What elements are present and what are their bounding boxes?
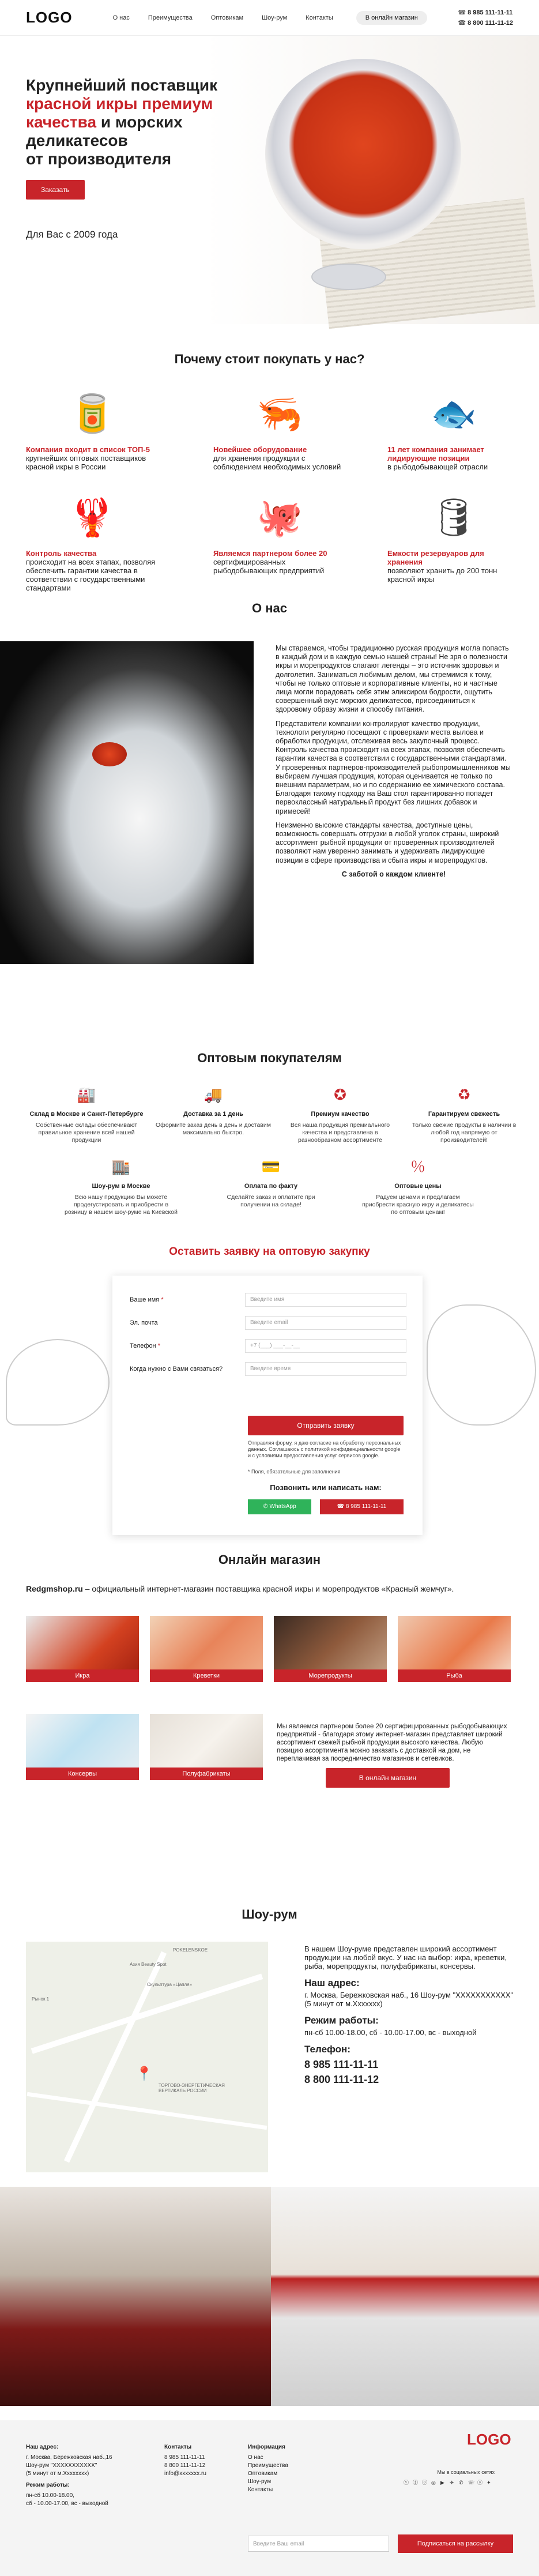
category-tile-shrimp[interactable]: Креветки <box>150 1616 263 1682</box>
nav-showroom[interactable]: Шоу-рум <box>262 14 288 21</box>
nav-contacts[interactable]: Контакты <box>306 14 333 21</box>
social-title: Мы в социальных сетях <box>437 2469 495 2475</box>
social-links <box>402 2469 495 2486</box>
footer-link[interactable]: О нас <box>248 2454 263 2461</box>
spoon-image <box>311 264 386 290</box>
fish-icon: 🐟 <box>431 392 477 434</box>
octopus-icon: 🐙 <box>257 496 303 538</box>
map[interactable] <box>26 1942 268 2172</box>
premium-icon: ✪ <box>334 1086 346 1103</box>
wholesale-section <box>0 1033 539 1235</box>
map-label: ТОРГОВО-ЭНЕРГЕТИЧЕСКАЯ ВЕРТИКАЛЬ РОССИИ <box>159 2083 225 2093</box>
footer-email[interactable]: info@xxxxxxx.ru <box>164 2470 206 2477</box>
email-row <box>130 1316 406 1330</box>
why-section <box>0 324 539 592</box>
shop-title: Онлайн магазин <box>218 1552 321 1567</box>
form-title: Оставить заявку на оптовую закупку <box>169 1246 370 1258</box>
online-shop-section <box>0 1541 539 1898</box>
whatsapp-icon: ✆ <box>263 1503 270 1510</box>
phone-button[interactable]: ☎ 8 985 111-11-11 <box>320 1499 404 1514</box>
caviar-bowl-image <box>265 59 461 249</box>
about-text <box>276 644 512 879</box>
since-text: Для Вас с 2009 года <box>26 229 118 240</box>
hero-title: Крупнейший поставщик красной икры премиум качества и морских деликатесов от производителя <box>26 76 218 168</box>
hero <box>0 36 539 324</box>
nav-advantages[interactable]: Преимущества <box>148 14 193 21</box>
showroom-photos <box>0 2181 539 2412</box>
wholesale-item: ✪ Премиум качество Вся наша продукция премиального качества и представлена в разнообразном ассортименте <box>282 1091 398 1144</box>
phone-label: Телефон * <box>130 1342 160 1349</box>
caviar-image <box>92 742 127 766</box>
about-paragraph: Представители компании контролируют качество продукции, технологи регулярно посещают с проверками места вылова и обработки продукции, отслеживая весь закупочный процесс. Контроль качества происходит на всех этапах, позволяя обеспечить гарантии качества в соответствии с государственными стандартами. У проверенных партнеров-производителей рыбопромышленников мы выбираем лучшая продукция, которая оценивается не только по внешним параметрам, но и по содержанию ее химического состава. Благодаря такому подходу на Ваш стол гарантированно попадет первоклассный натуральный продукт без лишних добавок и примесей! <box>276 719 511 815</box>
nav-about[interactable]: О нас <box>112 14 130 21</box>
lobster-icon: 🦞 <box>69 496 115 538</box>
footer-logo[interactable]: LOGO <box>467 2431 511 2448</box>
about-paragraph: Неизменно высокие стандарты качества, доступные цены, возможность совершать отгрузки в любой уголок страны, широкий ассортимент рыбной продукции от проверенных производителей позволяют нам уверенно занимать и удерживать лидирующие позиции в сфере производства и сбыта икры и морепродуктов. <box>276 821 499 864</box>
shop-description: Мы являемся партнером более 20 сертифицированных рыбодобывающих предприятий - благодаря этому интернет-магазин представляет широкий ассортимент свежей рыбной продукции высокого качества. Любую позицию ассортимента можно заказать с доставкой на дом, не переплачивая за посредничество магазинов и сетевиков. <box>277 1723 507 1762</box>
category-tile-seafood[interactable]: Морепродукты <box>274 1616 387 1682</box>
caviar-jar-icon: 🥫 <box>69 392 115 434</box>
wholesale-item: 🏭 Склад в Москве и Санкт-Петербурге Собственные склады обеспечивают правильное хранение всей нашей продукции <box>29 1086 144 1144</box>
address-text: г. Москва, Бережковская наб., 16 Шоу-рум "XXXXXXXXXXX" (5 минут от м.Ххххххх) <box>304 1991 514 2008</box>
oyster-glass-image <box>0 641 254 964</box>
main-nav <box>113 14 333 21</box>
payment-icon: 💳 <box>261 1158 281 1175</box>
shop-button[interactable]: В онлайн магазин <box>326 1768 450 1788</box>
why-item: 🦞 Контроль качества происходит на всех этапах, позволяя обеспечить гарантии качества в соответствии с государственными стандартами <box>26 486 159 592</box>
why-item: 🐙 Являемся партнером более 20 сертифицированных рыбодобывающих предприятий <box>213 486 346 575</box>
category-tile-canned[interactable]: Консервы <box>26 1714 139 1780</box>
whatsapp-icon[interactable]: ✆ <box>459 2480 463 2485</box>
footer-link[interactable]: Контакты <box>248 2487 273 2493</box>
map-label: Рынок 1 <box>32 1996 50 2002</box>
facebook-icon[interactable]: ⓕ <box>413 2480 419 2485</box>
map-label: Скульптура «Цапля» <box>147 1982 192 1987</box>
wholesale-item: 🏬 Шоу-рум в Москве Всю нашу продукцию Вы можете продегустировать и приобрести в розницу в нашем шоу-руме на Киевской <box>63 1163 179 1216</box>
showroom-section <box>0 1898 539 2181</box>
subscribe-button[interactable]: Подписаться на рассылку <box>398 2534 513 2553</box>
footer-link[interactable]: Шоу-рум <box>248 2479 272 2485</box>
header-phone-1[interactable]: ☎ 8 985 111-11-11 <box>458 7 513 18</box>
shrimp-illustration <box>427 1304 536 1426</box>
footer-phone-2[interactable]: 8 800 111-11-12 <box>164 2462 206 2469</box>
shop-intro: Redgmshop.ru – официальный интернет-магазин поставщика красной икры и морепродуктов «Красный жемчуг». <box>26 1584 454 1593</box>
required-note: * Поля, обязательные для заполнения <box>248 1469 341 1475</box>
why-item: 🦐 Новейшее оборудование для хранения продукции с соблюдением необходимых условий <box>213 382 346 471</box>
wholesale-title: Оптовым покупателям <box>197 1051 342 1065</box>
footer-contacts: Контакты 8 985 111-11-11 8 800 111-11-12 info@xxxxxxx.ru <box>164 2444 206 2477</box>
send-button[interactable]: Отправить заявку <box>248 1416 404 1435</box>
skype-icon[interactable]: ⓢ <box>477 2480 483 2485</box>
time-label: Когда нужно с Вами связаться? <box>130 1366 223 1372</box>
phone-row <box>130 1339 406 1353</box>
name-input[interactable]: Введите имя <box>245 1293 406 1307</box>
viber-icon[interactable]: ☏ <box>468 2480 475 2485</box>
showroom-entrance-photo <box>0 2187 271 2406</box>
category-tile-semi-finished[interactable]: Полуфабрикаты <box>150 1714 263 1780</box>
shop-site-link[interactable]: Redgmshop.ru <box>26 1584 83 1593</box>
telegram-icon[interactable]: ✈ <box>450 2480 454 2485</box>
showroom-text: В нашем Шоу-руме представлен широкий ассортимент продукции на любой вкус. У нас на выбор: икра, креветки, рыба, морепродукты, полуфабрикаты, консервы. <box>304 1945 507 1970</box>
footer <box>0 2420 539 2576</box>
phone-icon: ☎ <box>337 1503 346 1510</box>
price-icon: ％ <box>410 1158 425 1175</box>
email-label: Эл. почта <box>130 1319 158 1326</box>
footer-link[interactable]: Оптовикам <box>248 2470 278 2477</box>
footer-address: Наш адрес: г. Москва, Бережковская наб.,16 Шоу-рум "XXXXXXXXXXX" (5 минут от м.Хххххххх) Режим работы: пн-сб 10.00-18.00, сб - 10.00-17.00, вс - выходной <box>26 2444 112 2507</box>
footer-link[interactable]: Преимущества <box>248 2462 288 2469</box>
wholesale-form-section <box>0 1235 539 1541</box>
name-row <box>130 1293 406 1307</box>
header-phones <box>458 7 513 28</box>
consent-text: Отправляя форму, я даю согласие на обработку персональных данных. Соглашаюсь с политикой конфиденциальности google и с условиями предоставления услуг сервисов google. <box>248 1440 401 1458</box>
about-section <box>0 589 539 1033</box>
map-label: Азия Beauty Spot <box>130 1962 167 1967</box>
mode-text: пн-сб 10.00-18.00, сб - 10.00-17.00, вс - выходной <box>304 2028 477 2037</box>
vk-icon[interactable]: ⓥ <box>404 2480 409 2485</box>
footer-phone-1[interactable]: 8 985 111-11-11 <box>164 2454 205 2461</box>
footer-info: Информация О нас Преимущества Оптовикам Шоу-рум Контакты <box>248 2444 288 2493</box>
address-title: Наш адрес: <box>304 1977 360 1988</box>
youtube-icon[interactable]: ▶ <box>440 2480 444 2485</box>
wholesale-item: ♻ Гарантируем свежесть Только свежие продукты в наличии в любой год напрямую от производителей! <box>406 1091 522 1144</box>
time-input[interactable]: Введите время <box>245 1362 406 1376</box>
warehouse-icon: 🏭 <box>77 1086 96 1103</box>
showroom-info <box>304 1945 518 2087</box>
about-paragraph: Мы стараемся, чтобы традиционно русская продукция могла попасть в каждый дом и в каждую семью нашей страны! Не зря о полезности икры и морепродуктов слагают легенды – это источник здоровья и долголетия. Заниматься любимым делом, мы стремимся к тому, чтобы не только оптовые и корпоративные клиенты, но и частные лица могли порадовать себя этим эликсиром бодрости, ощутить совершенный вкус морских деликатесов, присоединиться к здоровому образу жизни и способу питания. <box>276 644 509 714</box>
email-input[interactable]: Введите email <box>245 1316 406 1330</box>
about-title: О нас <box>252 601 287 615</box>
wholesale-item: 💳 Оплата по факту Сделайте заказ и оплатите при получении на складе! <box>213 1163 329 1209</box>
showroom-title: Шоу-рум <box>242 1907 297 1921</box>
showroom-phone-2[interactable]: 8 800 111-11-12 <box>304 2074 379 2085</box>
nav-wholesale[interactable]: Оптовикам <box>210 14 244 21</box>
showroom-interior-photo <box>271 2187 539 2406</box>
wholesale-item: 🚚 Доставка за 1 день Оформите заказ день в день и доставим максимально быстро. <box>156 1086 271 1136</box>
phone-input[interactable]: +7 (___) ___-__-__ <box>245 1339 406 1353</box>
time-row <box>130 1362 406 1376</box>
why-item: 🥫 Компания входит в список ТОП-5 крупнейших оптовых поставщиков красной икры в России <box>26 382 159 471</box>
showroom-phone-1[interactable]: 8 985 111-11-11 <box>304 2059 379 2070</box>
header-phone-2[interactable]: ☎ 8 800 111-11-12 <box>458 18 513 28</box>
delivery-icon: 🚚 <box>203 1086 223 1103</box>
shrimp-illustration <box>6 1339 110 1426</box>
order-form <box>112 1276 423 1535</box>
twitter-icon[interactable]: ✦ <box>487 2480 491 2485</box>
showroom-icon: 🏬 <box>111 1158 131 1175</box>
site-header <box>0 0 539 36</box>
map-road <box>27 2092 267 2130</box>
online-shop-button[interactable]: В онлайн магазин <box>356 11 427 25</box>
shrimp-icon: 🦐 <box>257 392 303 434</box>
phone-title: Телефон: <box>304 2044 350 2055</box>
category-tile-fish[interactable]: Рыба <box>398 1616 511 1682</box>
or-write-title: Позвонить или написать нам: <box>270 1483 382 1492</box>
mode-title: Режим работы: <box>304 2015 379 2026</box>
map-pin-icon[interactable]: 📍 <box>135 2066 153 2082</box>
wholesale-item: ％ Оптовые цены Радуем ценами и предлагаем приобрести красную икру и деликатесы по оптовым ценам! <box>360 1163 476 1216</box>
why-item: 🛢 Емкости резервуаров для хранения позволяют хранить до 200 тонн красной икры <box>387 486 520 584</box>
whatsapp-button[interactable]: ✆ WhatsApp <box>248 1499 311 1514</box>
why-item: 🐟 11 лет компания занимает лидирующие позиции в рыбодобывающей отрасли <box>387 382 520 471</box>
about-care: С заботой о каждом клиенте! <box>341 870 446 878</box>
name-label: Ваше имя * <box>130 1296 164 1303</box>
logo[interactable]: LOGO <box>26 9 73 26</box>
instagram-icon[interactable]: ◎ <box>431 2480 436 2485</box>
subscribe-email-input[interactable]: Введите Ваш email <box>248 2536 389 2552</box>
barrel-icon: 🛢 <box>430 496 477 538</box>
category-tile-caviar[interactable]: Икра <box>26 1616 139 1682</box>
why-title: Почему стоит покупать у нас? <box>174 352 365 366</box>
fresh-icon: ♻ <box>457 1086 471 1103</box>
map-label: POKELENSKOE <box>173 1947 208 1953</box>
order-button[interactable]: Заказать <box>26 180 85 200</box>
odnoklassniki-icon[interactable]: ⓞ <box>422 2480 428 2485</box>
